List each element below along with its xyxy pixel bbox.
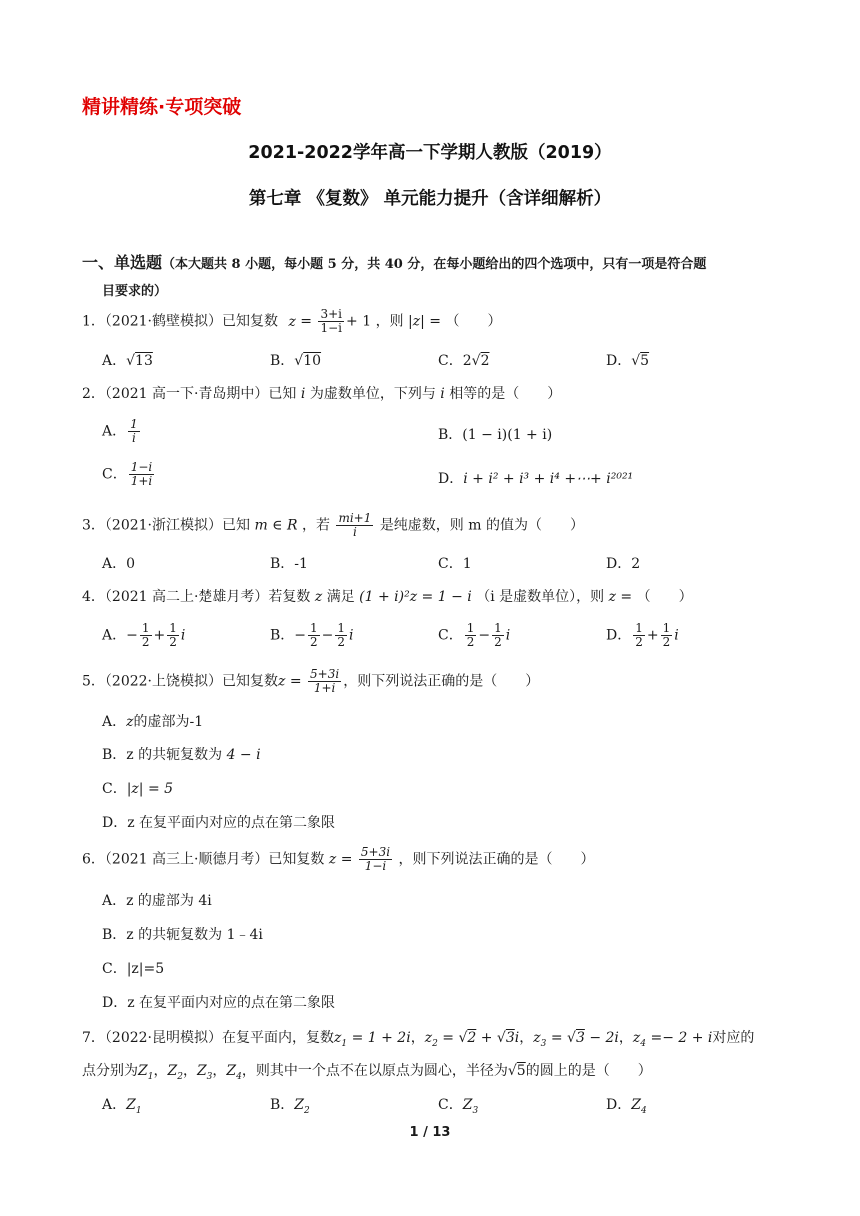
q1-fraction: $\frac{3+i}{1-i}$ — [320, 307, 343, 335]
page-subtitle: 第七章 《复数》 单元能力提升（含详细解析） — [248, 189, 612, 209]
q4-option-b: B．− $\frac{1}{2}$ − $\frac{1}{2}$ i — [270, 621, 354, 649]
q3-option-d: D．2 — [606, 556, 641, 572]
q1-text: 1．（2021·鹤壁模拟）已知复数 — [82, 313, 278, 330]
q1-option-b: B．√10 — [270, 353, 322, 369]
page-title: 2021-2022学年高一下学期人教版（2019） — [248, 143, 612, 163]
question-7: 7．（2022·昆明模拟）在复平面内，复数$z_1 = 1 + 2i$，$z_2 = √2 + √3i$，$z_3 = √3 - 2i$，$z_4 =- 2 + i$对应的 — [82, 1030, 755, 1049]
q6-option-a: A．z 的虚部为 4i — [102, 893, 212, 909]
q7-option-a: A．$Z_1$ — [102, 1097, 142, 1116]
q5-option-b: B．z 的共轭复数为 4 − i — [102, 747, 261, 763]
section-heading — [82, 250, 706, 305]
q2-option-b: B．(1 − i)(1 + i) — [438, 427, 553, 443]
question-1: 1．（2021·鹤壁模拟）已知复数 z = $\frac{3+i}{1-i}$ + 1 ，则 |z| = （ ） — [82, 307, 502, 335]
q1-option-a: A．√13 — [102, 353, 153, 369]
question-2: 2．（2021 高一下·青岛期中）已知 i 为虚数单位，下列与 i 相等的是（ ） — [82, 386, 562, 402]
q5-option-a: A．z的虚部为-1 — [102, 714, 204, 730]
question-7-line2: 点分别为$Z_1$，$Z_2$，$Z_3$，$Z_4$，则其中一个点不在以原点为圆心，半径为√5的圆上的是（ ） — [82, 1063, 652, 1082]
brand-label: 精讲精练·专项突破 — [82, 96, 242, 118]
question-6: 6．（2021 高三上·顺德月考）已知复数 z = $\frac{5+3i}{1-i}$ ，则下列说法正确的是（ ） — [82, 845, 595, 873]
question-5: 5．（2022·上饶模拟）已知复数z = $\frac{5+3i}{1+i}$ ，则下列说法正确的是（ ） — [82, 667, 540, 695]
q2-option-c: C． $\frac{1-i}{1+i}$ — [102, 460, 153, 488]
q2-option-d: D．i + i² + i³ + i⁴ +⋯+ i²⁰²¹ — [438, 471, 634, 487]
q7-option-d: D．$Z_4$ — [606, 1097, 647, 1116]
section-title: 一、单选题 — [82, 253, 163, 272]
q7-option-b: B．$Z_2$ — [270, 1097, 310, 1116]
q1-option-c: C．2√2 — [438, 353, 490, 369]
q5-option-c: C．|z| = 5 — [102, 781, 174, 797]
question-3: 3．（2021·浙江模拟）已知 m ∈ R ，若 $\frac{mi+1}{i}$ 是纯虚数，则 m 的值为（ ） — [82, 511, 584, 539]
q7-option-c: C．$Z_3$ — [438, 1097, 479, 1116]
section-note-2: 目要求的） — [102, 284, 168, 299]
q5-option-d: D．z 在复平面内对应的点在第二象限 — [102, 815, 336, 831]
page-number: 1 / 13 — [409, 1125, 451, 1140]
q6-option-d: D．z 在复平面内对应的点在第二象限 — [102, 995, 336, 1011]
q3-option-a: A．0 — [102, 556, 136, 572]
q2-option-a: A． $\frac{1}{i}$ — [102, 417, 138, 445]
q3-option-b: B．-1 — [270, 556, 308, 572]
q1-option-d: D．√5 — [606, 353, 650, 369]
q6-option-b: B．z 的共轭复数为 1﹣4i — [102, 927, 263, 943]
q4-option-a: A．− $\frac{1}{2}$ + $\frac{1}{2}$ i — [102, 621, 186, 649]
q3-option-c: C．1 — [438, 556, 472, 572]
q4-option-d: D． $\frac{1}{2}$ + $\frac{1}{2}$ i — [606, 621, 679, 649]
q4-option-c: C． $\frac{1}{2}$ − $\frac{1}{2}$ i — [438, 621, 511, 649]
section-note: （本大题共 8 小题，每小题 5 分，共 40 分，在每小题给出的四个选项中，只有一项是符合题 — [162, 257, 707, 272]
question-4: 4．（2021 高二上·楚雄月考）若复数 z 满足 (1 + i)²z = 1 − i （i 是虚数单位），则 z = （ ） — [82, 589, 693, 605]
q6-option-c: C．|z|=5 — [102, 961, 165, 977]
